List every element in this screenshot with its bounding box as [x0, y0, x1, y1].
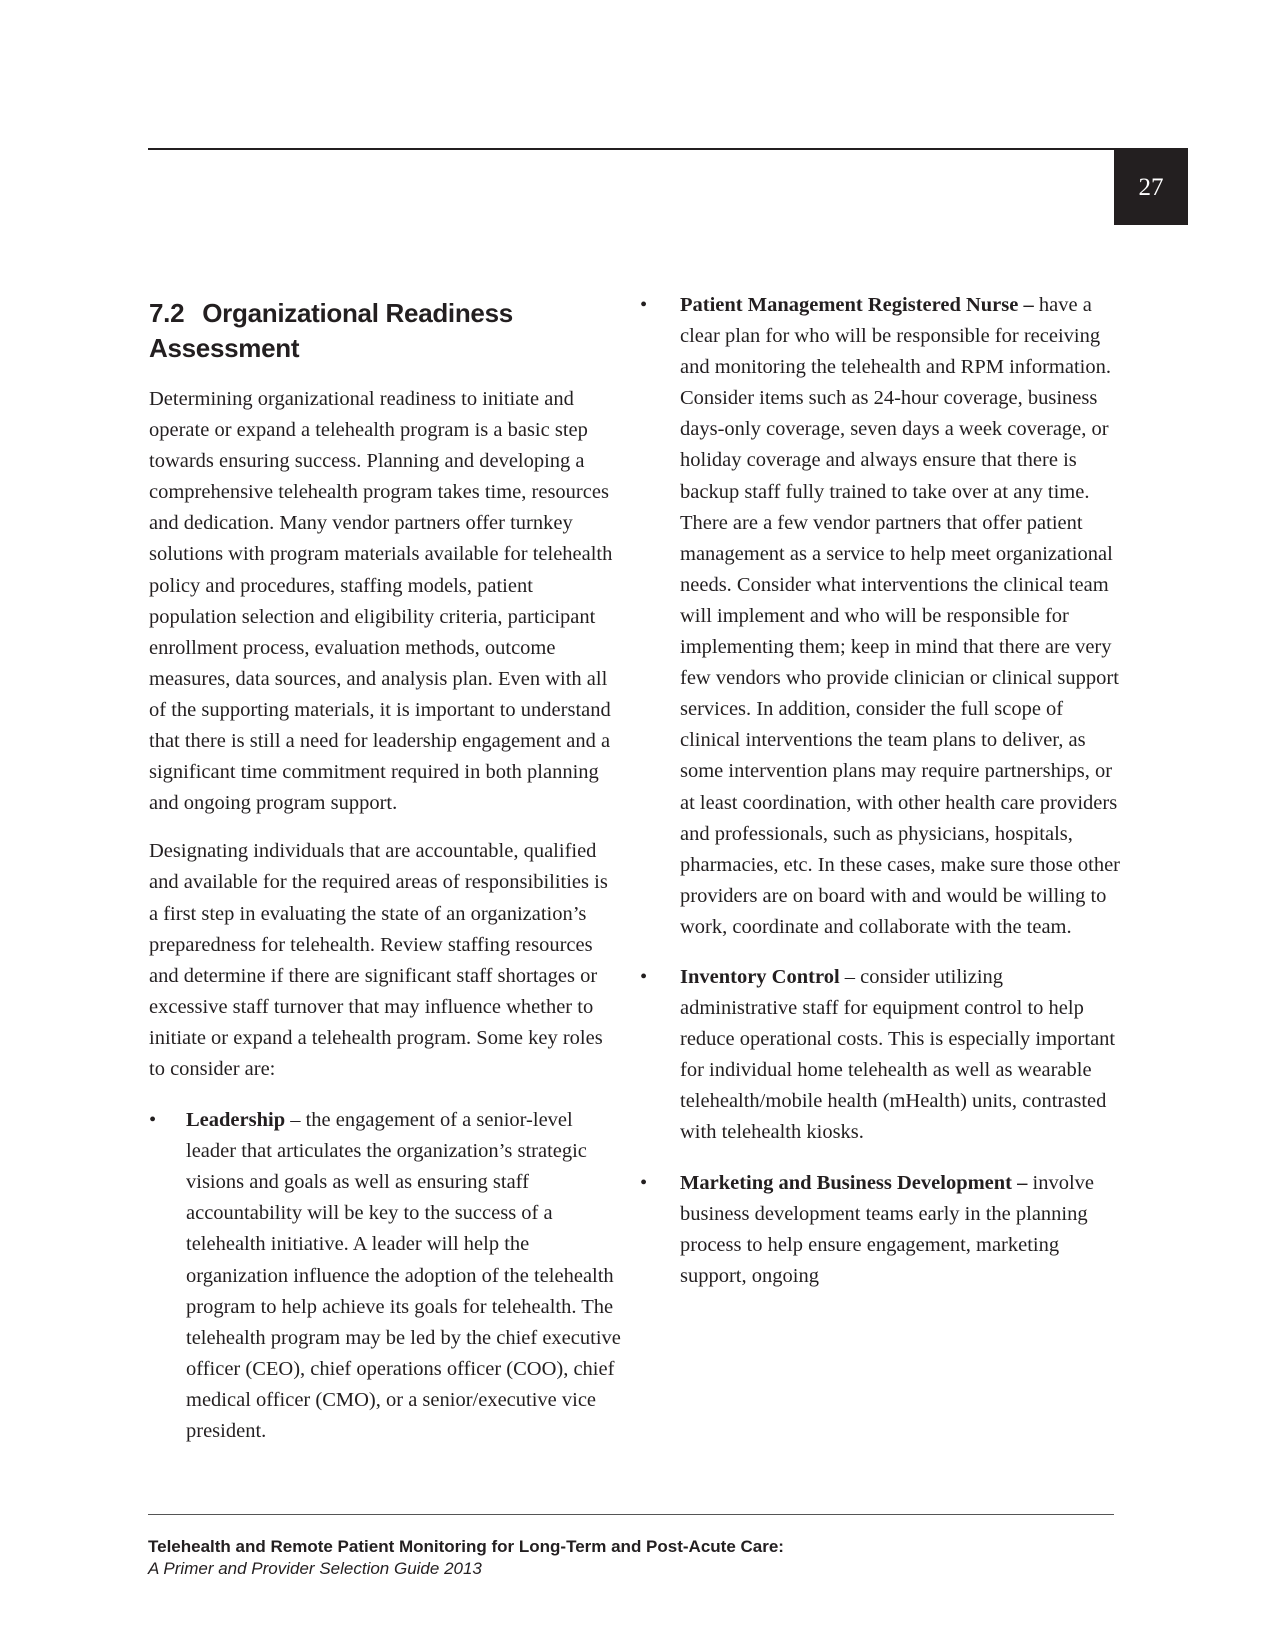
list-item-term: Inventory Control — [680, 965, 840, 988]
list-item-text: – the engagement of a senior-level leader that articulates the organization’s strategic visions and goals as well as ensuring staff accountability will be key to the success of a telehealth initiative. A leader will help the organization influence the adoption of the telehealth program to help achieve its goals for telehealth. The telehealth program may be led by the chief executive officer (CEO), chief operations officer (COO), chief medical officer (CMO), or a senior/executive vice president. — [186, 1109, 621, 1442]
header-rule — [148, 148, 1188, 150]
bullet-icon: • — [149, 1109, 157, 1132]
list-item-text: involve business development teams early in the planning process to help ensure engagement, marketing support, ongoing — [680, 1171, 1095, 1287]
bullet-icon: • — [640, 294, 648, 316]
footer-rule — [148, 1514, 1114, 1515]
section-title: Organizational Readiness Assessment — [149, 298, 513, 363]
list-item-text: have a clear plan for who will be responsible for receiving and monitoring the telehealth and RPM information. Consider items such as 24-hour coverage, business days-only coverage, seven days a week coverage, or holiday coverage and always ensure that there is backup staff fully trained to take over at any time. There are a few vendor partners that offer patient management as a service to help meet organizational needs. Consider what interventions the clinical team will implement and who will be responsible for implementing them; keep in mind that there are very few vendors who provide clinician or clinical support services. In addition, consider the full scope of clinical interventions the team plans to deliver, as some intervention plans may require partnerships, or at least coordination, with other health care providers and professionals, such as physicians, hospitals, pharmacies, etc. In these cases, make sure those other providers are on board with and would be willing to work, coordinate and collaborate with the team. — [680, 294, 1120, 938]
footer-title: Telehealth and Remote Patient Monitoring for Long-Term and Post-Acute Care: — [148, 1537, 784, 1556]
footer-subtitle: A Primer and Provider Selection Guide 2013 — [148, 1559, 482, 1578]
left-column — [149, 296, 621, 1466]
list-item — [640, 1168, 1120, 1292]
list-item-text: – consider utilizing administrative staff for equipment control to help reduce operational costs. This is especially important for individual home telehealth as well as wearable telehealth/mobile health (mHealth) units, contrasted with telehealth kiosks. — [680, 965, 1116, 1144]
section-number: 7.2 — [149, 298, 185, 328]
page-number: 27 — [1138, 173, 1164, 201]
key-roles-list-continued — [640, 290, 1120, 1292]
bullet-icon: • — [640, 1171, 648, 1194]
list-item-term: Marketing and Business Development – — [680, 1171, 1028, 1194]
list-item — [640, 290, 1120, 943]
list-item-term: Patient Management Registered Nurse – — [680, 294, 1034, 316]
paragraph: Designating individuals that are accountable, qualified and available for the required areas of responsibilities is a first step in evaluating the state of an organization’s preparedness for telehealth. Review staffing resources and determine if there are significant staff shortages or excessive staff turnover that may influence whether to initiate or expand a telehealth program. Some key roles to consider are: — [149, 840, 608, 1080]
section-heading — [149, 296, 621, 366]
right-column — [640, 290, 1120, 1311]
key-roles-list — [149, 1105, 621, 1447]
bullet-icon: • — [640, 965, 648, 988]
list-item-term: Leadership — [186, 1109, 286, 1132]
list-item — [149, 1105, 621, 1447]
paragraph: Determining organizational readiness to initiate and operate or expand a telehealth program is a basic step towards ensuring success. Planning and developing a comprehensive telehealth program takes time, resources and dedication. Many vendor partners offer turnkey solutions with program materials available for telehealth policy and procedures, staffing models, patient population selection and eligibility criteria, participant enrollment process, evaluation methods, outcome measures, data sources, and analysis plan. Even with all of the supporting materials, it is important to understand that there is still a need for leadership engagement and a significant time commitment required in both planning and ongoing program support. — [149, 388, 613, 815]
page-number-box — [1114, 150, 1188, 225]
list-item — [640, 962, 1120, 1149]
footer — [148, 1536, 784, 1580]
